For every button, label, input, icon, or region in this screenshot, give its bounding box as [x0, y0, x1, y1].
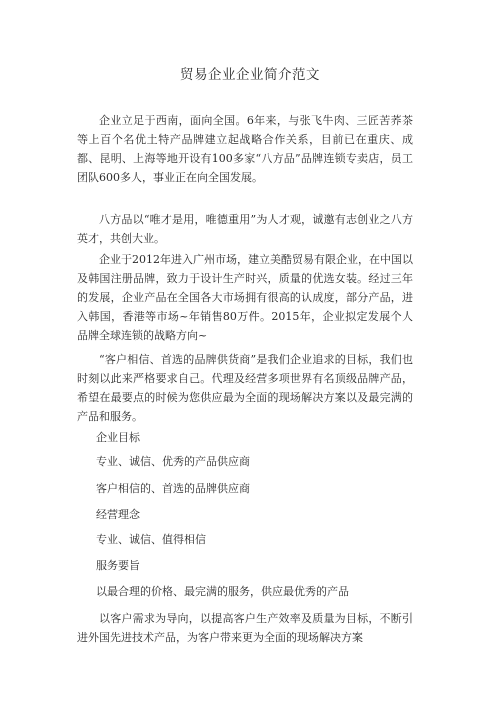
- paragraph-goal: “客户相信、首选的品牌供货商”是我们企业追求的目标，我们也时刻以此来严格要求自己。代理及经营多项世界有名顶级品牌产品，希望在最要点的时候为您供应最为全面的现场解决方案以及最完满的产品和服务。: [77, 353, 413, 423]
- paragraph-talent: 八方品以“唯才是用，唯德重用”为人才观，诚邀有志创业之八方英才，共创大业。: [77, 213, 413, 245]
- heading-service-tenet: 服务要旨: [96, 559, 140, 572]
- goal-item-1: 专业、诚信、优秀的产品供应商: [96, 455, 250, 468]
- heading-enterprise-goal: 企业目标: [96, 431, 140, 444]
- goal-item-2: 客户相信的、首选的品牌供应商: [96, 482, 250, 495]
- paragraph-closing: 以客户需求为导向，以提高客户生产效率及质量为目标，不断引进外国先进技术产品，为客户带来更为全面的现场解决方案: [77, 612, 413, 644]
- paragraph-history: 企业于2012年进入广州市场，建立美酷贸易有限企业，在中国以及韩国注册品牌，致力于设计生产时兴，质量的优选女装。经过三年的发展，企业产品在全国各大市场拥有很高的认成度，部分产品，进入韩国，香港等市场~年销售80万件。2015年，企业拟定发展个人品牌全球连锁的战略方向~: [77, 253, 413, 342]
- document-title: 贸易企业企业简介范文: [180, 67, 320, 83]
- paragraph-intro: 企业立足于西南，面向全国。6年来，与张飞牛肉、三匠苦荞茶等上百个名优土特产品牌建立起战略合作关系，目前已在重庆、成都、昆明、上海等地开设有100多家“八方品”品牌连锁专卖店，员工团队600多人，事业正在向全国发展。: [77, 114, 413, 184]
- service-item: 以最合理的价格、最完满的服务，供应最优秀的产品: [96, 585, 349, 598]
- heading-business-philosophy: 经营理念: [96, 508, 140, 521]
- philosophy-item: 专业、诚信、值得相信: [96, 533, 206, 546]
